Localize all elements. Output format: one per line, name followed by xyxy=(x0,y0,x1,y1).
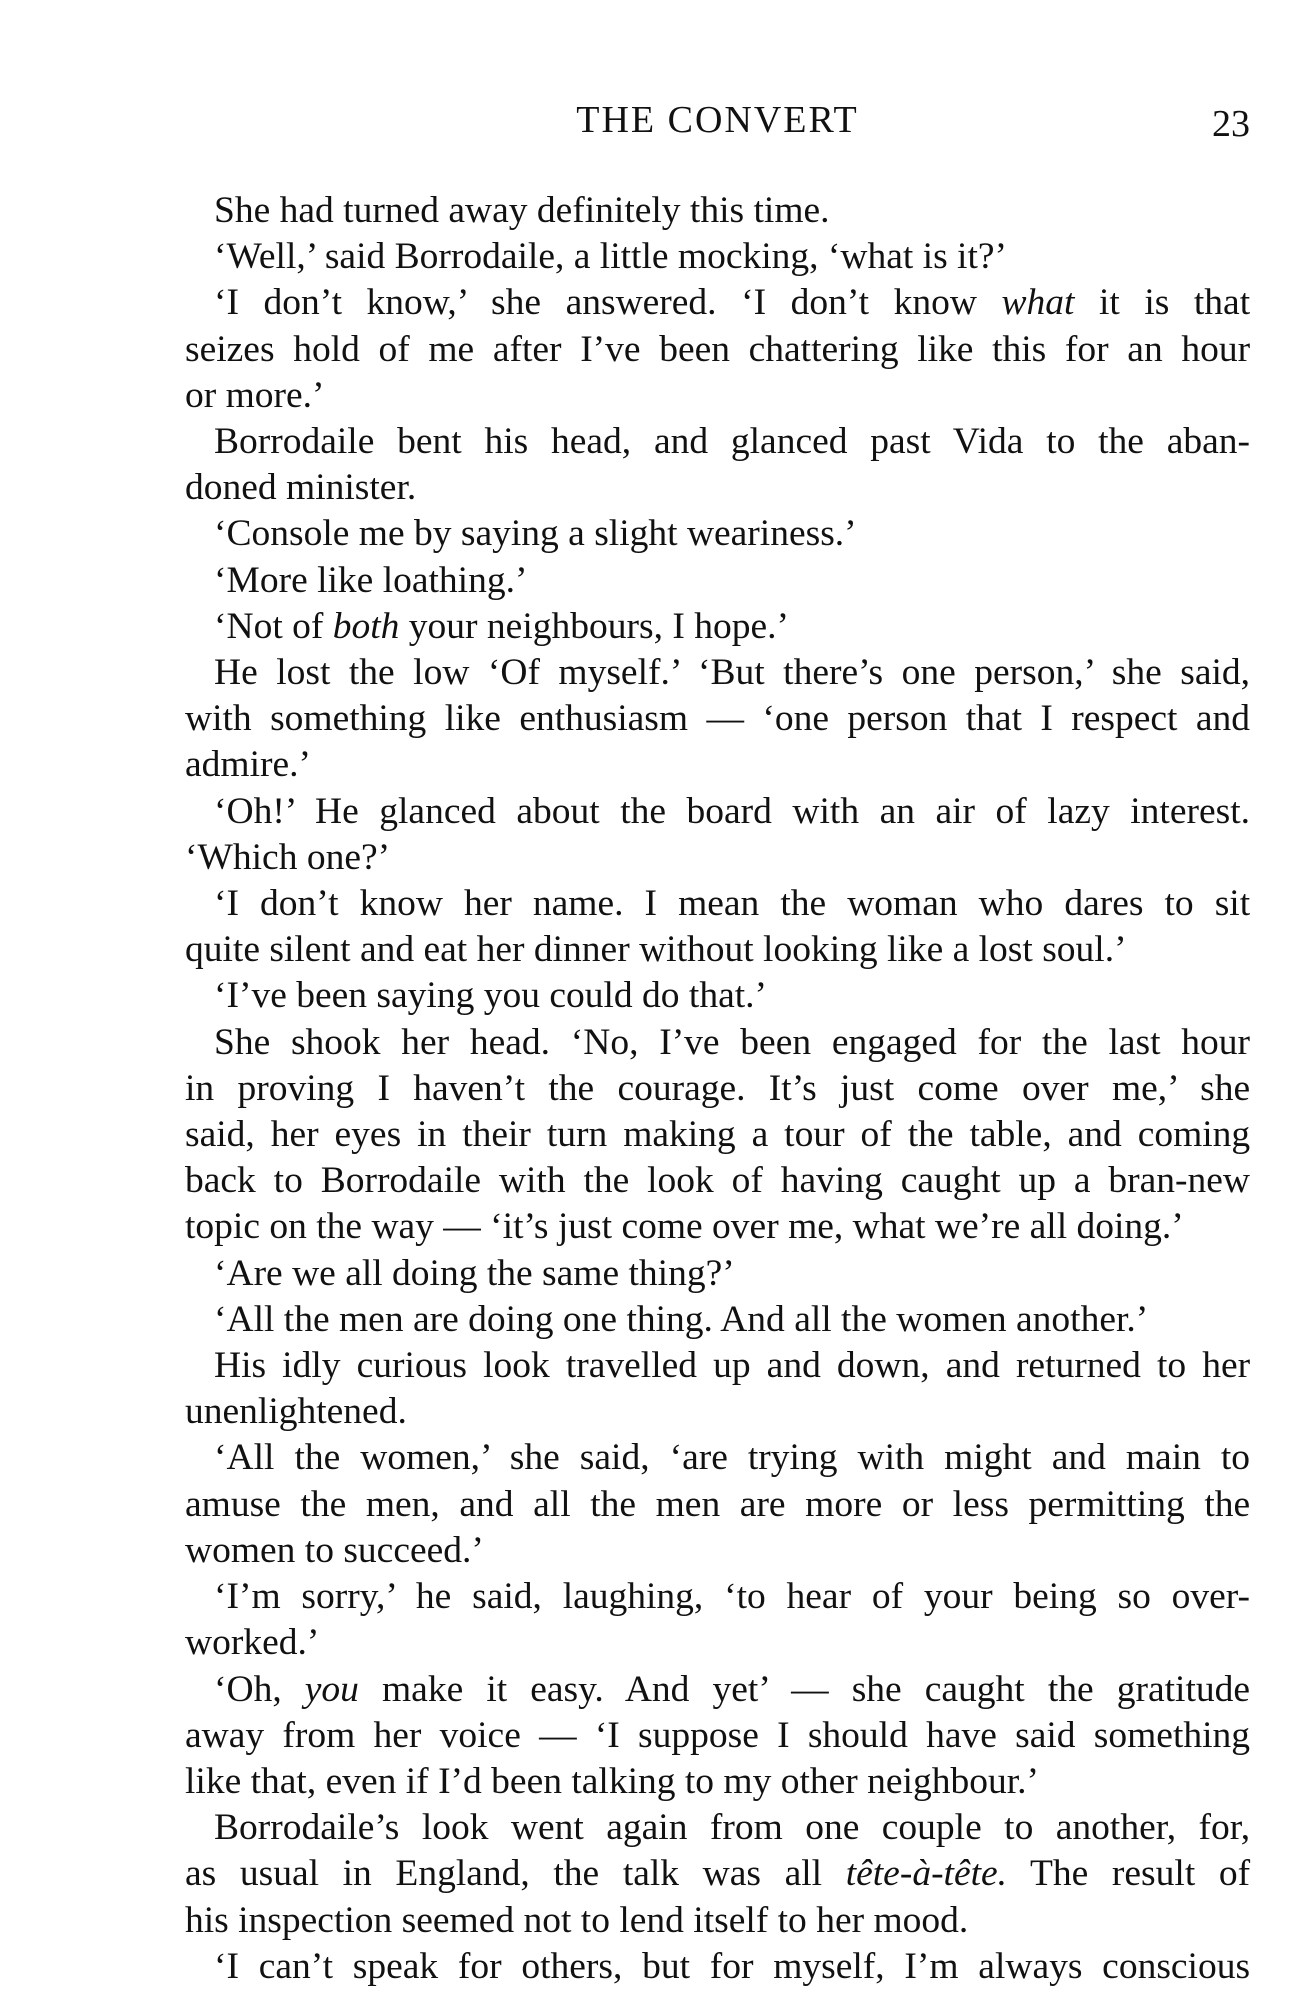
text-line: Borrodaile’s look went again from one couple to another, for, xyxy=(214,1807,1251,1849)
text-line: with something like enthusiasm — ‘one person that I respect and xyxy=(185,698,1250,740)
text-line: ‘Console me by saying a slight weariness.’ xyxy=(214,513,857,555)
text-line: ‘Oh!’ He glanced about the board with an air of lazy interest. xyxy=(214,790,1251,832)
text-line: unenlightened. xyxy=(185,1391,407,1433)
text-line: his inspection seemed not to lend itself to her mood. xyxy=(185,1899,969,1941)
running-head xyxy=(185,96,1250,144)
text-line: said, her eyes in their turn making a tour of the table, and coming xyxy=(185,1114,1251,1156)
text-line: He lost the low ‘Of myself.’ ‘But there’s one person,’ she said, xyxy=(214,652,1251,694)
text-line: ‘Oh, you make it easy. And yet’ — she caught the gratitude xyxy=(214,1668,1251,1710)
text-line: She shook her head. ‘No, I’ve been engaged for the last hour xyxy=(214,1021,1251,1063)
text-line: ‘I’ve been saying you could do that.’ xyxy=(214,975,768,1017)
text-line: ‘All the women,’ she said, ‘are trying with might and main to xyxy=(214,1437,1251,1479)
text-line: ‘I don’t know her name. I mean the woman who dares to sit xyxy=(214,883,1251,925)
text-line: as usual in England, the talk was all tête-à-tête. The result of xyxy=(185,1853,1251,1895)
body-text xyxy=(185,188,1250,1990)
text-line: quite silent and eat her dinner without looking like a lost soul.’ xyxy=(185,929,1127,971)
text-line: ‘I can’t speak for others, but for myself, I’m always conscious xyxy=(214,1945,1251,1987)
page-number: 23 xyxy=(1212,103,1250,145)
text-line: She had turned away definitely this time. xyxy=(214,190,830,231)
text-line: in proving I haven’t the courage. It’s just come over me,’ she xyxy=(185,1067,1251,1109)
text-line: ‘Which one?’ xyxy=(185,836,391,878)
text-line: away from her voice — ‘I suppose I should have said something xyxy=(185,1714,1251,1756)
text-line: ‘I’m sorry,’ he said, laughing, ‘to hear of your being so over- xyxy=(214,1576,1251,1618)
text-line: ‘All the men are doing one thing. And all the women another.’ xyxy=(214,1298,1149,1340)
text-line: women to succeed.’ xyxy=(185,1529,484,1571)
text-line: Borrodaile bent his head, and glanced past Vida to the aban- xyxy=(214,421,1250,463)
text-line: ‘More like loathing.’ xyxy=(214,559,528,601)
text-line: like that, even if I’d been talking to my other neighbour.’ xyxy=(185,1760,1040,1802)
text-line: admire.’ xyxy=(185,744,311,786)
text-line: doned minister. xyxy=(185,467,417,509)
text-line: ‘Not of both your neighbours, I hope.’ xyxy=(214,605,789,647)
text-line: worked.’ xyxy=(185,1622,320,1664)
chapter-title: THE CONVERT xyxy=(576,99,859,141)
text-line: ‘Are we all doing the same thing?’ xyxy=(214,1252,735,1294)
text-line: amuse the men, and all the men are more or less permitting the xyxy=(185,1483,1251,1525)
text-line: topic on the way — ‘it’s just come over me, what we’re all doing.’ xyxy=(185,1206,1184,1248)
text-line: or more.’ xyxy=(185,374,325,416)
text-line: back to Borrodaile with the look of having caught up a bran-new xyxy=(185,1160,1251,1202)
text-line: ‘I don’t know,’ she answered. ‘I don’t know what it is that xyxy=(214,282,1251,324)
text-line: seizes hold of me after I’ve been chattering like this for an hour xyxy=(185,328,1251,370)
text-line: ‘Well,’ said Borrodaile, a little mocking, ‘what is it?’ xyxy=(214,236,1008,278)
text-line: His idly curious look travelled up and down, and returned to her xyxy=(214,1345,1251,1387)
